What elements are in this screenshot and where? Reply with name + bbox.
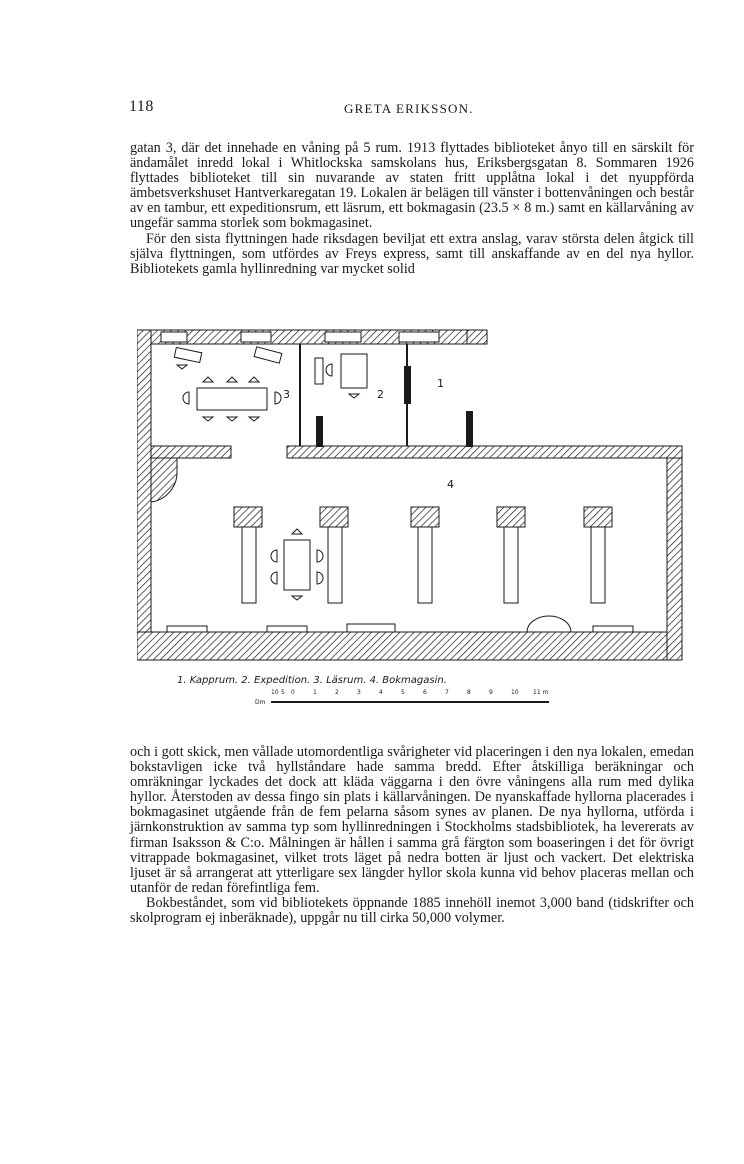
scale-tick: 10: [271, 689, 279, 696]
floor-plan: [137, 322, 697, 712]
figure-caption: 1. Kapprum. 2. Expedition. 3. Läsrum. 4. Bokmagasin.: [177, 675, 447, 686]
magasin-table: [271, 529, 323, 600]
scale-tick: 5: [281, 689, 285, 696]
text-block-top: [130, 141, 694, 277]
room-label-expedition: 2: [377, 388, 384, 401]
text-block-bottom: [130, 745, 694, 926]
partitions: [300, 344, 472, 446]
scale-tick: 1: [313, 689, 317, 696]
scale-tick: 0: [291, 689, 295, 696]
paragraph: För den sista flyttningen hade riksdagen beviljat ett extra anslag, varav största delen åtgick till själva flyttningen, som utfördes av Freys express, samt till anskaffande av en del nya hyllor. Bibliotekets gamla hyllinredning var mycket solid: [130, 230, 694, 277]
scale-tick: 6: [423, 689, 427, 696]
scale-tick: 4: [379, 689, 383, 696]
entrance-door: [151, 458, 177, 502]
running-head: GRETA ERIKSSON.: [344, 101, 474, 116]
scale-tick: 9: [489, 689, 493, 696]
paragraph: Bokbeståndet, som vid bibliotekets öppnande 1885 innehöll inemot 3,000 band (tidskrifter och skolprogram ej inberäknade), uppgår nu till cirka 50,000 volymer.: [130, 894, 694, 927]
paragraph: gatan 3, där det innehade en våning på 5 rum. 1913 flyttades biblioteket ånyo till en särskilt för ändamålet inredd lokal i Whitlockska samskolans hus, Eriksbergsgatan 8. Sommaren 1926 flyttades biblioteket till sin nuvarande av staten fritt upplåtna lokal i det nyuppförda ämbetsverkshuset Hantverkaregatan 19. Lokalen är belägen till vänster i bottenvåningen och består av en tambur, ett expeditionsrum, ett läsrum, ett bokmagasin (23.5 × 8 m.) samt en källarvåning av ungefär samma storlek som bokmagasinet.: [130, 140, 694, 232]
expedition-furniture: [315, 354, 367, 398]
room-label-bokmagasin: 4: [447, 478, 454, 491]
room-label-kapprum: 1: [437, 377, 444, 390]
page-number: 118: [129, 98, 154, 115]
scale-tick: 3: [357, 689, 361, 696]
bottom-fixtures: [167, 616, 633, 632]
scale-tick: 7: [445, 689, 449, 696]
scale-tick: 5: [401, 689, 405, 696]
scale-tick: 11 m: [533, 689, 549, 696]
scale-tick: 10: [511, 689, 519, 696]
room-label-lasrum: 3: [283, 388, 290, 401]
scale-unit: Dm: [255, 699, 266, 706]
floor-plan-figure: [137, 322, 697, 712]
scale-tick: 8: [467, 689, 471, 696]
scale-bar: [255, 689, 549, 706]
reading-room-furniture: [174, 347, 282, 421]
scale-tick: 2: [335, 689, 339, 696]
paragraph: och i gott skick, men vållade utomordentliga svårigheter vid placeringen i den nya lokalen, emedan bokstavligen icke två hyllståndare hade samma bredd. Efter åtskilliga beräkningar och omräkningar lyckades det dock att kläda väggarna i den övre våningens alla rum med dylika hyllor. Återstoden av dessa fingo sin plats i källarvåningen. De nyanskaffade hyllorna placerades i bokmagasinet utgående från de fem pelarna såsom synes av planen. De nya hyllorna, utförda i järnkonstruktion av samma typ som hyllinredningen i Stockholms stadsbibliotek, ha levererats av firman Isaksson & C:o. Målningen är hållen i samma grå färgton som boaseringen i det för övrigt vitrappade bokmagasinet, vilket trots läget på nedra botten är ljust och vackert. Det elektriska ljuset är så arrangerat att ytterligare sex längder hyllor skola kunna vid behov placeras mellan och utanför de redan förefintliga fem.: [130, 744, 694, 896]
